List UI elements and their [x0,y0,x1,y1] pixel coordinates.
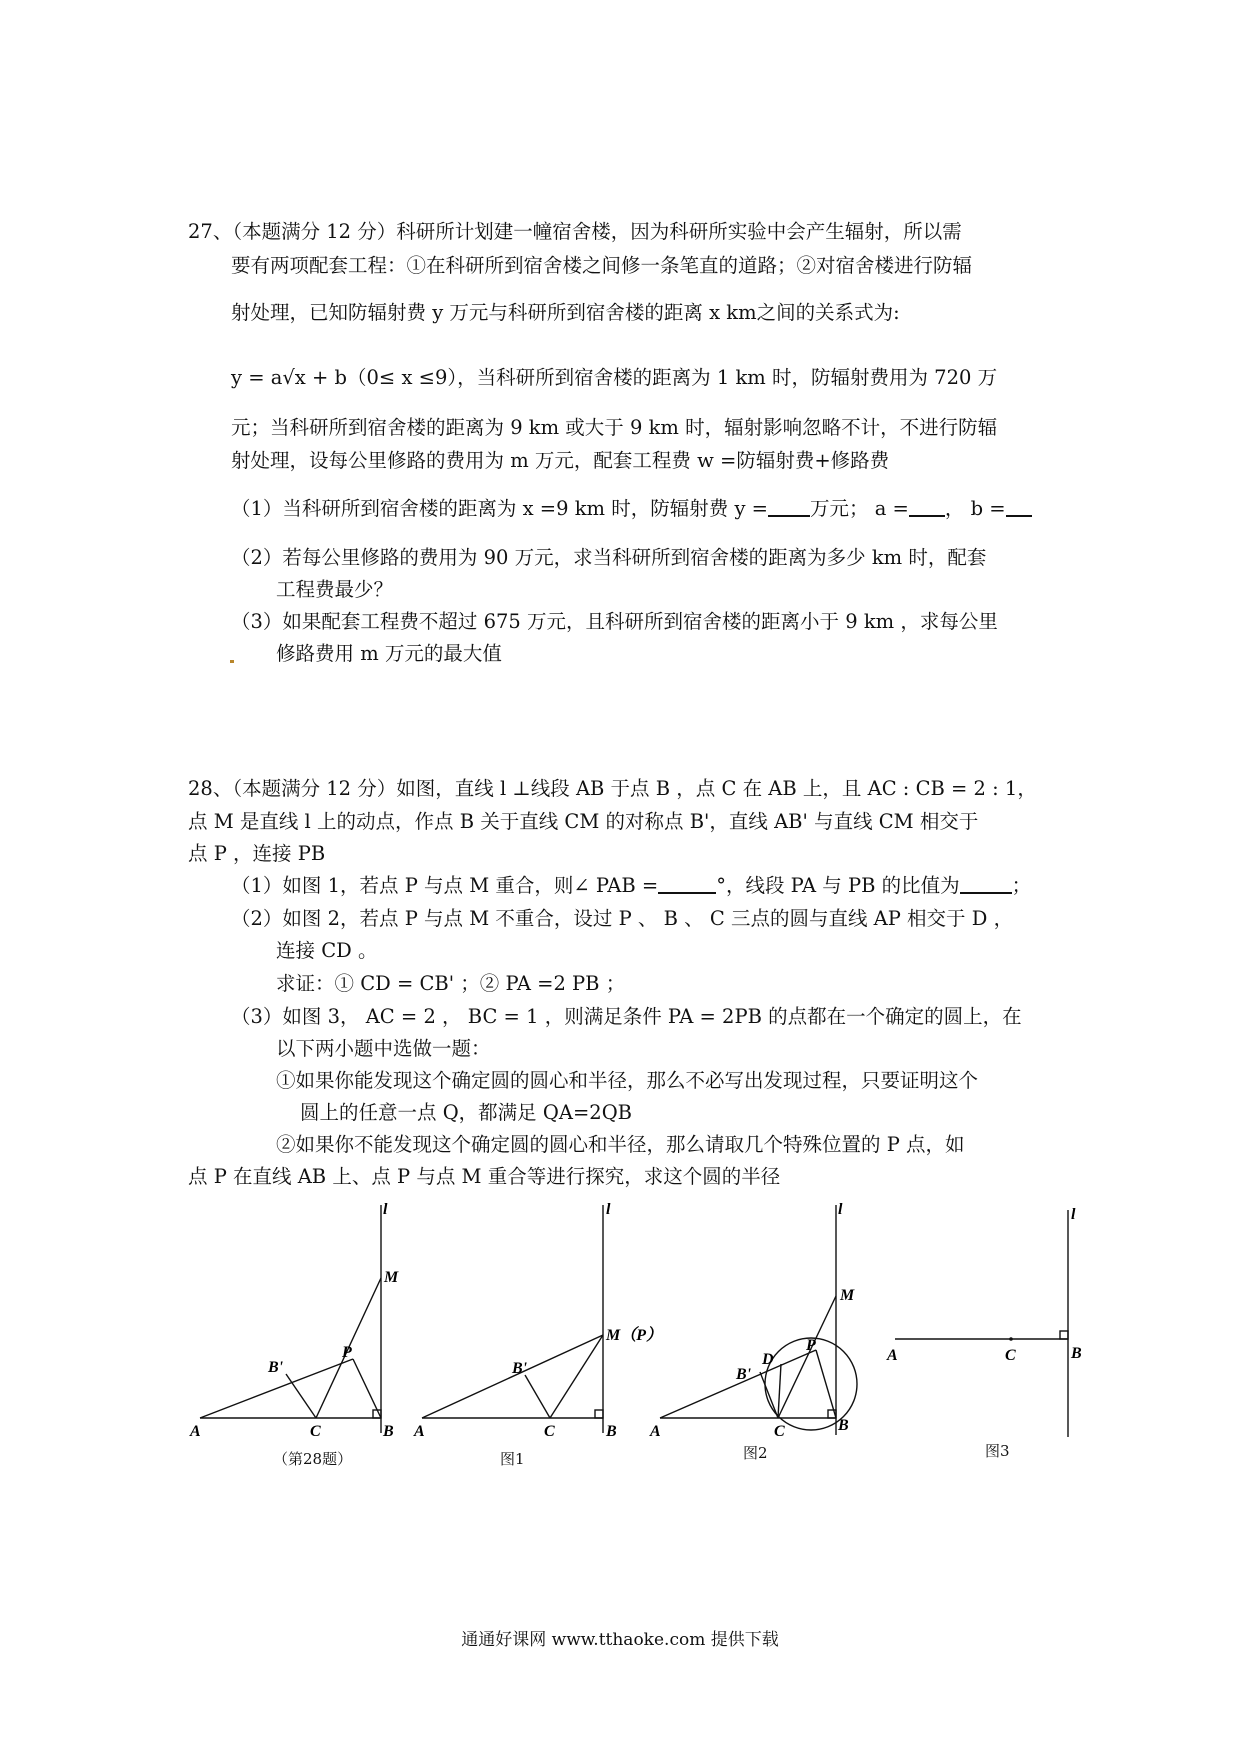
q28-line-1: 28、（本题满分 12 分）如图，直线 l ⊥线段 AB 于点 B ，点 C 在 AB 上，且 AC : CB = 2 : 1， [188,777,1037,800]
label-Bprime: B' [736,1366,752,1383]
answer-blank-b[interactable] [1006,497,1032,517]
figure-2-svg [650,1200,890,1440]
footer-source: 通通好课网 www.tthaoke.com 提供下载 [461,1630,779,1650]
figure-3-svg [885,1205,1115,1445]
label-B: B [383,1423,394,1440]
figure-2 [650,1200,890,1444]
label-A: A [887,1347,898,1364]
caption-fig-2: 图2 [743,1444,768,1462]
label-B: B [838,1417,849,1434]
q28-line-3: 点 P ，连接 PB [188,842,326,865]
answer-blank-angle[interactable] [658,874,716,894]
q27-part-1-text-c: ， b = [944,497,1006,520]
answer-blank-a[interactable] [909,497,945,517]
q27-line-5: 元；当科研所到宿舍楼的距离为 9 km 或大于 9 km 时，辐射影响忽略不计，不进行防辐 [231,416,998,439]
q27-line-2: 要有两项配套工程：①在科研所到宿舍楼之间修一条笔直的道路；②对宿舍楼进行防辐 [231,254,973,277]
label-A: A [414,1423,425,1440]
q28-part-3-a: （3）如图 3， AC = 2 ， BC = 1 ，则满足条件 PA = 2PB 的点都在一个确定的圆上，在 [231,1005,1022,1028]
q27-part-1 [231,497,1032,520]
label-C: C [544,1423,555,1440]
q28-part-1-text-c: ； [1011,874,1032,897]
q28-part-3-d: 圆上的任意一点 Q，都满足 QA=2QB [300,1101,633,1124]
q28-part-3-f: 点 P 在直线 AB 上、点 P 与点 M 重合等进行探究，求这个圆的半径 [188,1165,781,1188]
label-M: M [840,1287,855,1304]
q28-line-2: 点 M 是直线 l 上的动点，作点 B 关于直线 CM 的对称点 B'，直线 AB' 与直线 CM 相交于 [188,810,979,833]
q28-part-2-b: 连接 CD 。 [276,939,378,962]
q28-part-1-text-b: °，线段 PA 与 PB 的比值为 [716,874,960,897]
label-l: l [383,1201,388,1218]
label-C: C [310,1423,321,1440]
q28-part-2-a: （2）如图 2，若点 P 与点 M 不重合，设过 P 、 B 、 C 三点的圆与直线 AP 相交于 D ， [231,907,1014,930]
q28-part-3-b: 以下两小题中选做一题： [276,1037,491,1060]
stray-mark [230,660,234,663]
answer-blank-ratio[interactable] [960,874,1012,894]
q27-part-1-text-b: 万元； a = [810,497,909,520]
label-C: C [1005,1347,1016,1364]
q27-part-2-a: （2）若每公里修路的费用为 90 万元，求当科研所到宿舍楼的距离为多少 km 时，配套 [231,546,987,569]
label-Bprime: B' [512,1360,528,1377]
point-C [1009,1337,1013,1341]
label-l: l [838,1201,843,1218]
figure-q28 [190,1200,420,1444]
label-l: l [1071,1206,1076,1223]
answer-blank-y[interactable] [768,497,810,517]
q28-part-3-c: ①如果你能发现这个确定圆的圆心和半径，那么不必写出发现过程，只要证明这个 [276,1069,979,1092]
q28-part-1-text: （1）如图 1，若点 P 与点 M 重合，则∠ PAB = [231,874,659,897]
figure-1-svg [412,1200,663,1440]
q27-part-2-b: 工程费最少？ [276,578,394,601]
q27-line-6: 射处理，设每公里修路的费用为 m 万元，配套工程费 w =防辐射费+修路费 [231,449,890,472]
label-B: B [1071,1345,1082,1362]
label-M-P: M（P） [606,1327,663,1344]
caption-fig-3: 图3 [985,1442,1010,1460]
label-B: B [606,1423,617,1440]
label-M: M [384,1269,399,1286]
figure-3 [885,1205,1115,1449]
caption-q28: （第28题） [273,1450,353,1468]
q27-part-1-text: （1）当科研所到宿舍楼的距离为 x =9 km 时，防辐射费 y = [231,497,769,520]
label-P: P [806,1337,816,1354]
q28-part-3-e: ②如果你不能发现这个确定圆的圆心和半径，那么请取几个特殊位置的 P 点，如 [276,1133,965,1156]
q27-part-3-a: （3）如果配套工程费不超过 675 万元，且科研所到宿舍楼的距离小于 9 km ，求每公里 [231,610,998,633]
caption-fig-1: 图1 [500,1450,525,1468]
q28-part-2-c: 求证：① CD = CB' ；② PA =2 PB ； [276,972,626,995]
figure-q28-svg [190,1200,420,1440]
label-l: l [606,1201,611,1218]
q27-line-4: y = a√x + b（0≤ x ≤9），当科研所到宿舍楼的距离为 1 km 时，防辐射费用为 720 万 [231,366,998,389]
q27-part-3-b: 修路费用 m 万元的最大值 [276,642,502,665]
figure-1 [412,1200,663,1444]
label-Bprime: B' [268,1359,284,1376]
label-A: A [650,1423,661,1440]
q28-part-1 [231,874,1031,897]
q27-line-1: 27、（本题满分 12 分）科研所计划建一幢宿舍楼，因为科研所实验中会产生辐射，所以需 [188,220,962,243]
label-A: A [190,1423,201,1440]
q27-line-3: 射处理，已知防辐射费 y 万元与科研所到宿舍楼的距离 x km之间的关系式为: [231,301,900,324]
label-D: D [762,1351,774,1368]
label-P: P [342,1344,352,1361]
label-C: C [774,1423,785,1440]
